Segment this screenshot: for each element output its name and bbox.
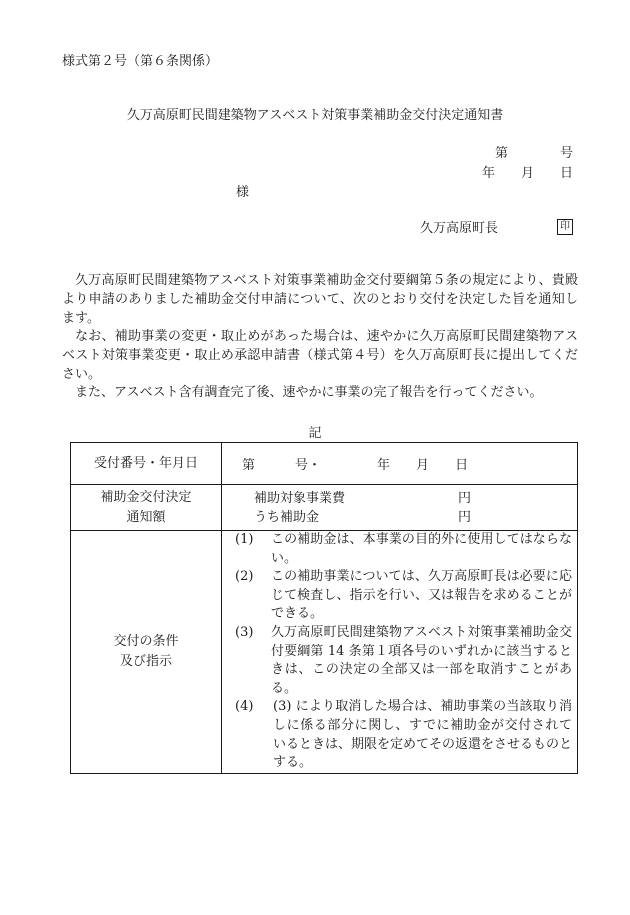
amount-value-cell bbox=[222, 485, 578, 531]
seal-mark: 印 bbox=[557, 219, 573, 235]
table-row bbox=[71, 485, 578, 531]
condition-item bbox=[235, 698, 572, 772]
body-paragraph-2: なお、補助事業の変更・取止めがあった場合は、速やかに久万高原町民間建築物アスベスト対策事業変更・取止め承認申請書（様式第４号）を久万高原町長に提出してください。 bbox=[62, 329, 578, 382]
amount-label-line1: 補助金交付決定 bbox=[100, 489, 192, 505]
amount-label bbox=[71, 485, 222, 531]
addressee-suffix: 様 bbox=[236, 185, 250, 200]
condition-text: 久万高原町民間建築物アスベスト対策事業補助金交付要綱第 14 条第１項各号のいずれかに該当するときは、この決定の全部又は一部を取消すことがある。 bbox=[271, 624, 572, 696]
document-date-line bbox=[482, 167, 573, 180]
condition-item bbox=[235, 531, 572, 568]
form-number-label: 様式第２号（第６条関係） bbox=[62, 54, 219, 69]
conditions-cell bbox=[222, 531, 578, 774]
document-title: 久万高原町民間建築物アスベスト対策事業補助金交付決定通知書 bbox=[126, 108, 504, 123]
body-paragraph-1: 久万高原町民間建築物アスベスト対策事業補助金交付要綱第５条の規定により、貴殿より申請のありました補助金交付申請について、次のとおり交付を決定した旨を通知します。 bbox=[62, 273, 578, 326]
condition-number: (1) bbox=[235, 532, 254, 547]
table-row bbox=[71, 531, 578, 774]
amount-label-line2: 通知額 bbox=[126, 509, 166, 525]
subsidy-base-label: 補助対象事業費 bbox=[254, 490, 346, 506]
number-suffix: 号 bbox=[559, 146, 573, 161]
conditions-label-line2: 及び指示 bbox=[119, 653, 172, 669]
issuer-name: 久万高原町長 bbox=[420, 221, 499, 236]
receipt-dai: 第 bbox=[242, 458, 256, 473]
receipt-day: 日 bbox=[455, 458, 469, 473]
body-paragraph-3: また、アスベスト含有調査完了後、速やかに事業の完了報告を行ってください。 bbox=[75, 385, 543, 400]
receipt-value-cell bbox=[222, 443, 578, 485]
condition-item bbox=[235, 568, 572, 624]
receipt-year: 年 bbox=[377, 458, 391, 473]
receipt-month: 月 bbox=[416, 458, 430, 473]
receipt-label: 受付番号・年月日 bbox=[71, 443, 222, 485]
conditions-label bbox=[71, 531, 222, 774]
subsidy-base-unit: 円 bbox=[458, 490, 472, 506]
receipt-gou: 号・ bbox=[295, 458, 322, 473]
subsidy-amount-unit: 円 bbox=[458, 509, 472, 525]
condition-number: (2) bbox=[235, 569, 254, 585]
details-table bbox=[70, 442, 578, 774]
condition-text: この補助事業については、久万高原町長は必要に応じて検査し、指示を行い、又は報告を求めることができる。 bbox=[271, 569, 572, 622]
date-month: 月 bbox=[520, 166, 534, 181]
table-row bbox=[71, 443, 578, 485]
document-number-line bbox=[495, 147, 573, 160]
date-year: 年 bbox=[481, 166, 495, 181]
condition-number: (3) bbox=[235, 624, 254, 640]
condition-text: この補助金は、本事業の目的外に使用してはならない。 bbox=[271, 532, 572, 566]
condition-text: (3) により取消した場合は、補助事業の当該取り消しに係る部分に関し、すでに補助金が交付されているときは、期限を定めてその返還をさせるものとする。 bbox=[273, 699, 573, 771]
number-prefix: 第 bbox=[494, 146, 508, 161]
subsidy-amount-label: うち補助金 bbox=[254, 509, 320, 525]
condition-number: (4) bbox=[235, 699, 254, 715]
ki-heading: 記 bbox=[308, 426, 322, 441]
conditions-list bbox=[222, 531, 577, 773]
condition-item bbox=[235, 624, 572, 698]
conditions-label-line1: 交付の条件 bbox=[113, 633, 179, 649]
date-day: 日 bbox=[559, 166, 573, 181]
